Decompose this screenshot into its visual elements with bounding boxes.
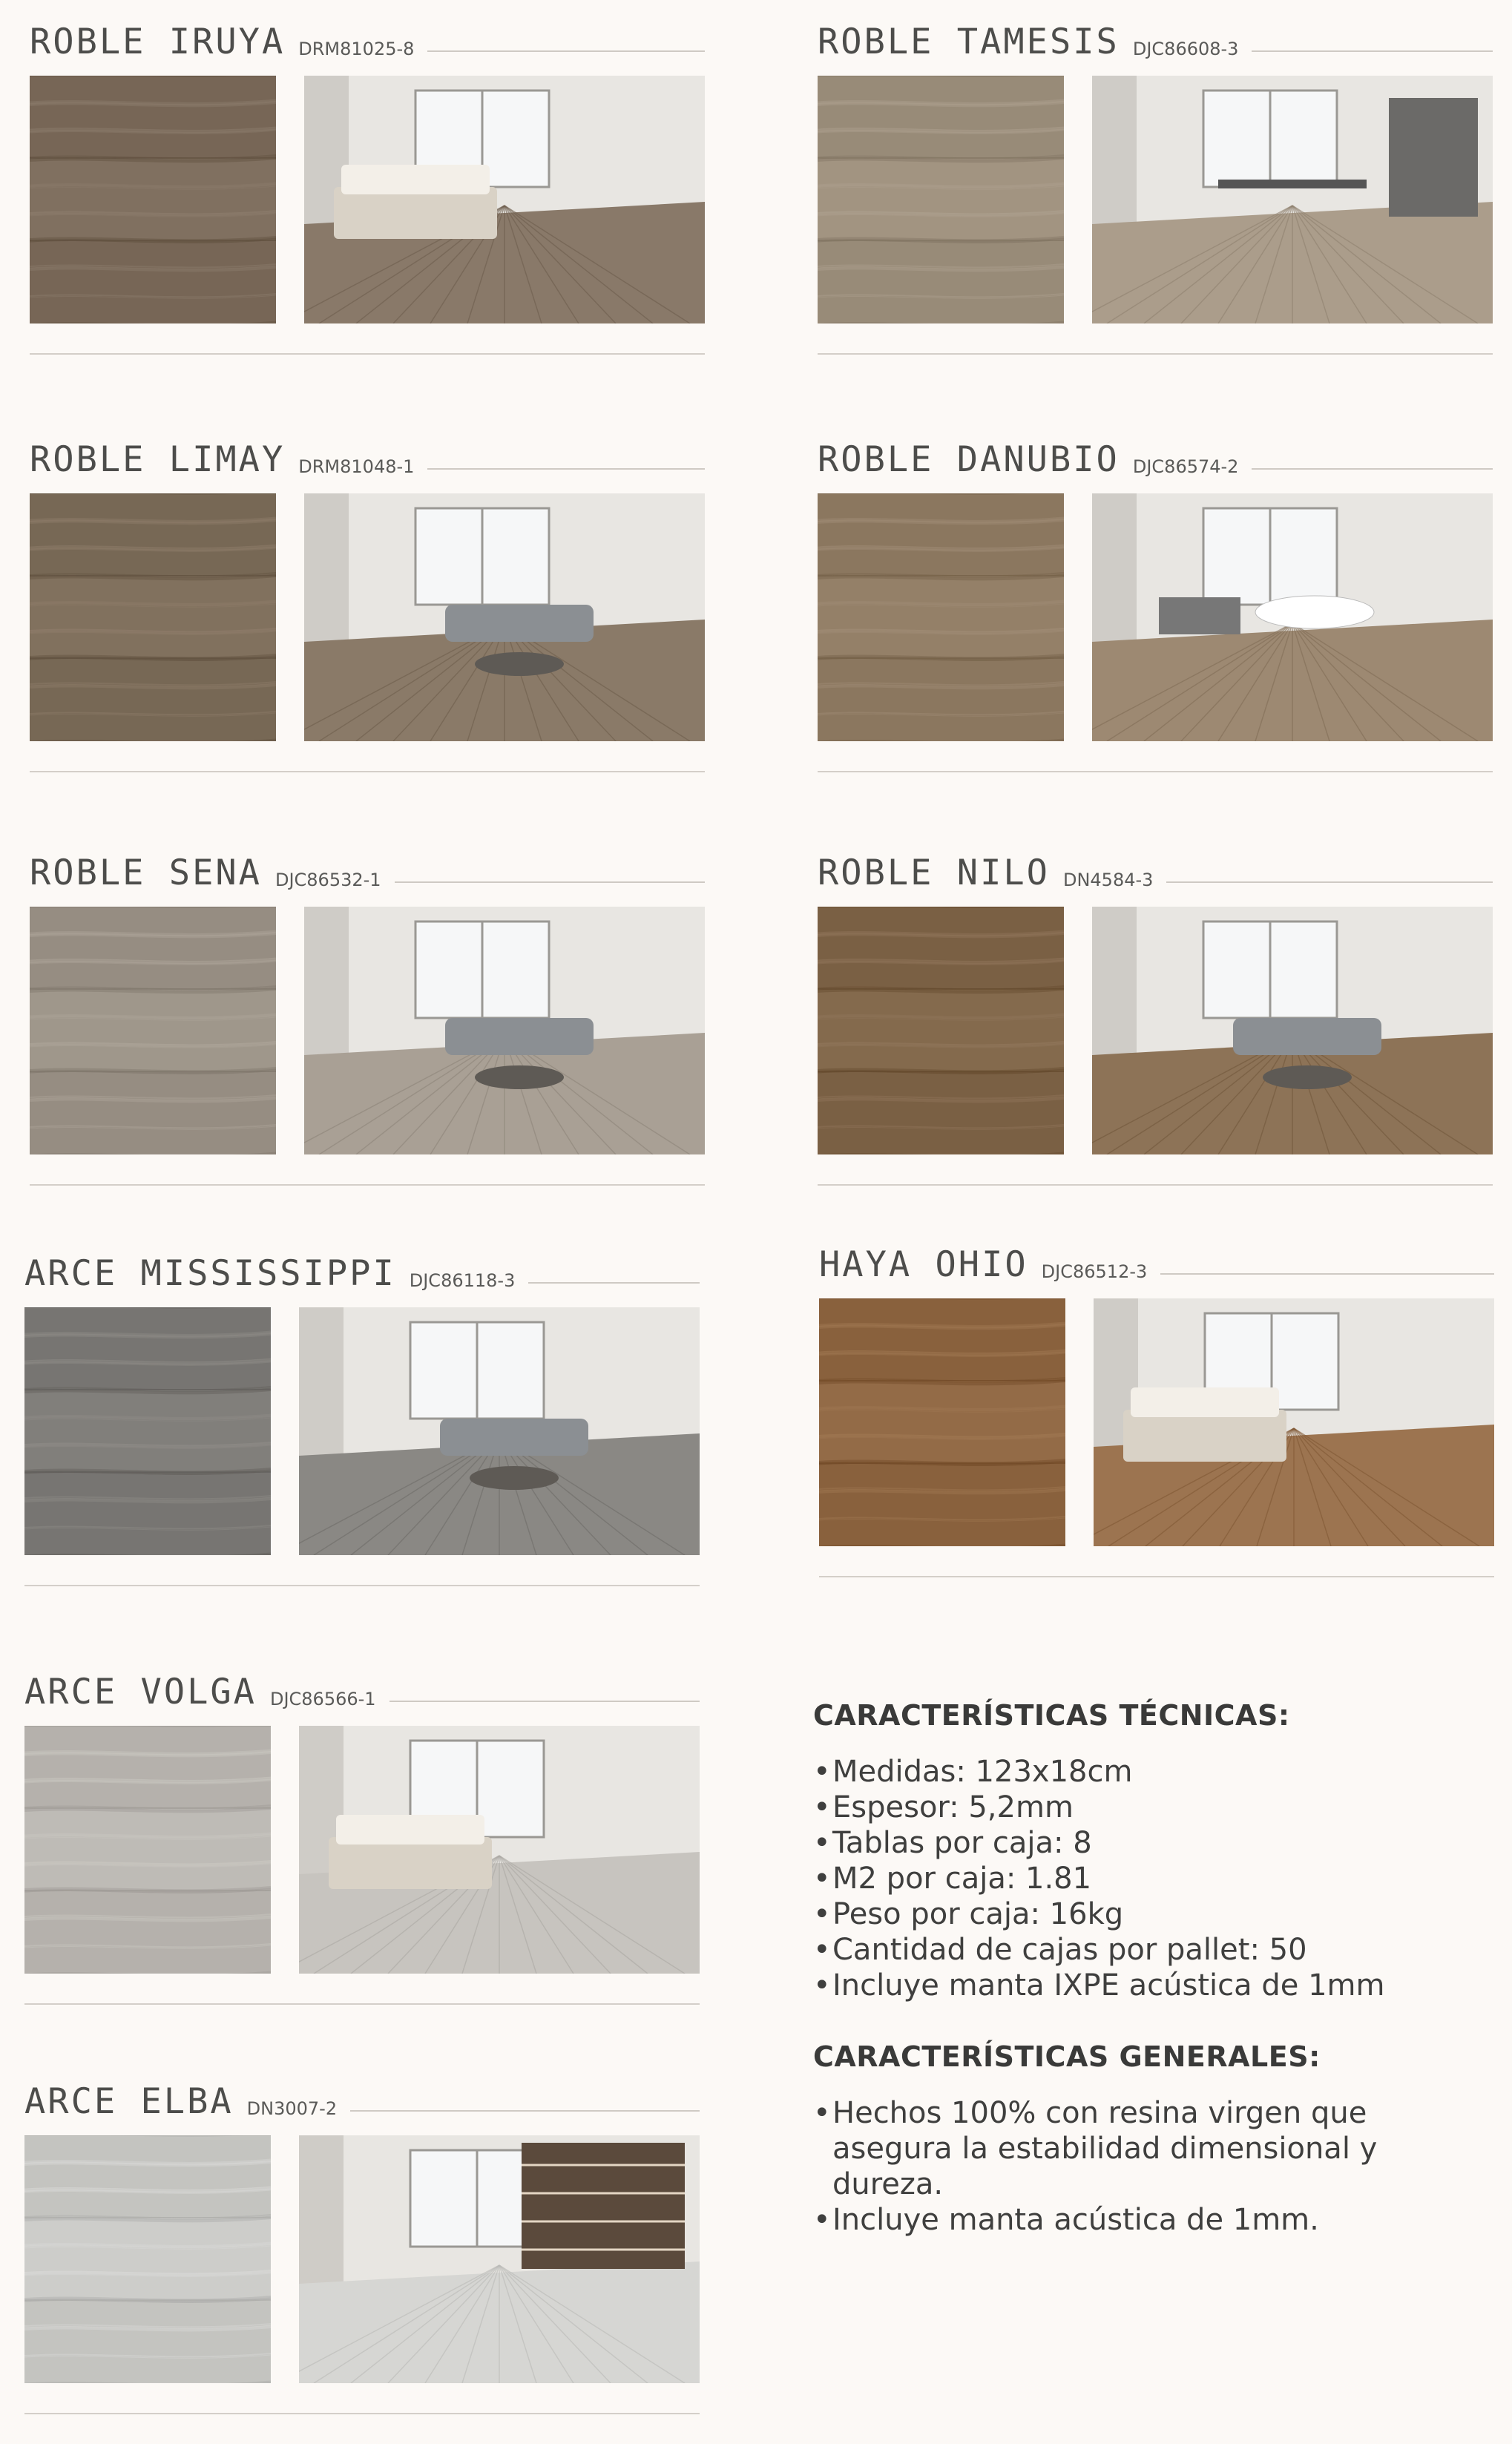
product-code: DN3007-2: [246, 2098, 338, 2119]
product-card-roble-sena: [30, 846, 705, 1186]
wood-swatch-image: [818, 493, 1064, 741]
wood-swatch-image: [24, 1307, 271, 1555]
product-card-roble-limay: [30, 433, 705, 772]
general-specs-title: CARACTERÍSTICAS GENERALES:: [813, 2040, 1321, 2073]
header-rule: [350, 2110, 700, 2112]
product-name: ROBLE SENA: [30, 853, 262, 893]
product-card-arce-elba: [24, 2075, 700, 2414]
header-rule: [427, 50, 705, 52]
spec-item: • M2 por caja: 1.81: [813, 1861, 1481, 1896]
product-card-roble-iruya: [30, 15, 705, 355]
product-name: ARCE MISSISSIPPI: [24, 1253, 396, 1294]
card-divider: [818, 771, 1493, 772]
room-photo: [299, 2135, 700, 2383]
room-photo: [299, 1307, 700, 1555]
wood-swatch-image: [818, 76, 1064, 323]
spec-item: • Hechos 100% con resina virgen que asegura la estabilidad dimensional y dureza.: [813, 2095, 1481, 2202]
spec-item: • Medidas: 123x18cm: [813, 1754, 1481, 1790]
header-rule: [389, 1701, 700, 1702]
product-name: ROBLE IRUYA: [30, 22, 286, 62]
room-photo: [1092, 76, 1493, 323]
card-divider: [24, 2003, 700, 2005]
header-rule: [1160, 1273, 1494, 1275]
spec-item: • Incluye manta acústica de 1mm.: [813, 2202, 1481, 2238]
product-name: ROBLE DANUBIO: [818, 439, 1120, 480]
product-name: ROBLE LIMAY: [30, 439, 286, 480]
wood-swatch-image: [30, 907, 276, 1154]
product-code: DRM81048-1: [298, 456, 415, 477]
wood-swatch-image: [30, 493, 276, 741]
product-name: ARCE ELBA: [24, 2081, 234, 2122]
spec-item: • Espesor: 5,2mm: [813, 1790, 1481, 1825]
spec-item: • Tablas por caja: 8: [813, 1825, 1481, 1861]
product-card-roble-tamesis: [818, 15, 1493, 355]
product-name: ROBLE TAMESIS: [818, 22, 1120, 62]
spec-item: • Peso por caja: 16kg: [813, 1896, 1481, 1932]
product-code: DJC86608-3: [1132, 39, 1239, 59]
wood-swatch-image: [30, 76, 276, 323]
spec-item: • Incluye manta IXPE acústica de 1mm: [813, 1968, 1481, 2003]
product-card-roble-danubio: [818, 433, 1493, 772]
room-photo: [304, 493, 705, 741]
header-rule: [1252, 468, 1493, 470]
room-photo: [1094, 1298, 1494, 1546]
room-photo: [1092, 493, 1493, 741]
wood-swatch-image: [24, 2135, 271, 2383]
product-code: DJC86512-3: [1041, 1261, 1148, 1282]
card-divider: [30, 771, 705, 772]
product-name: ROBLE NILO: [818, 853, 1050, 893]
header-rule: [427, 468, 705, 470]
card-divider: [24, 1585, 700, 1586]
product-card-roble-nilo: [818, 846, 1493, 1186]
header-rule: [1166, 881, 1493, 883]
card-divider: [819, 1576, 1494, 1577]
card-divider: [30, 1184, 705, 1186]
product-name: ARCE VOLGA: [24, 1672, 257, 1712]
header-rule: [1252, 50, 1493, 52]
room-photo: [1092, 907, 1493, 1154]
spec-item: • Cantidad de cajas por pallet: 50: [813, 1932, 1481, 1968]
header-rule: [395, 881, 705, 883]
wood-swatch-image: [818, 907, 1064, 1154]
card-divider: [818, 1184, 1493, 1186]
technical-specs-title: CARACTERÍSTICAS TÉCNICAS:: [813, 1699, 1290, 1732]
product-code: DRM81025-8: [298, 39, 415, 59]
room-photo: [304, 76, 705, 323]
product-code: DJC86118-3: [409, 1270, 516, 1291]
product-card-haya-ohio: [819, 1238, 1494, 1577]
general-specs-list: [813, 2095, 1481, 2238]
specs-panel: [813, 1699, 1481, 2238]
card-divider: [24, 2413, 700, 2414]
header-rule: [528, 1282, 700, 1284]
card-divider: [30, 353, 705, 355]
product-card-arce-volga: [24, 1665, 700, 2005]
product-code: DJC86566-1: [269, 1689, 376, 1709]
product-card-arce-mississippi: [24, 1246, 700, 1586]
technical-specs-list: [813, 1754, 1481, 2003]
wood-swatch-image: [24, 1726, 271, 1974]
product-code: DJC86574-2: [1132, 456, 1239, 477]
product-code: DJC86532-1: [275, 870, 381, 890]
room-photo: [304, 907, 705, 1154]
wood-swatch-image: [819, 1298, 1065, 1546]
room-photo: [299, 1726, 700, 1974]
product-code: DN4584-3: [1062, 870, 1154, 890]
product-name: HAYA OHIO: [819, 1244, 1028, 1285]
card-divider: [818, 353, 1493, 355]
